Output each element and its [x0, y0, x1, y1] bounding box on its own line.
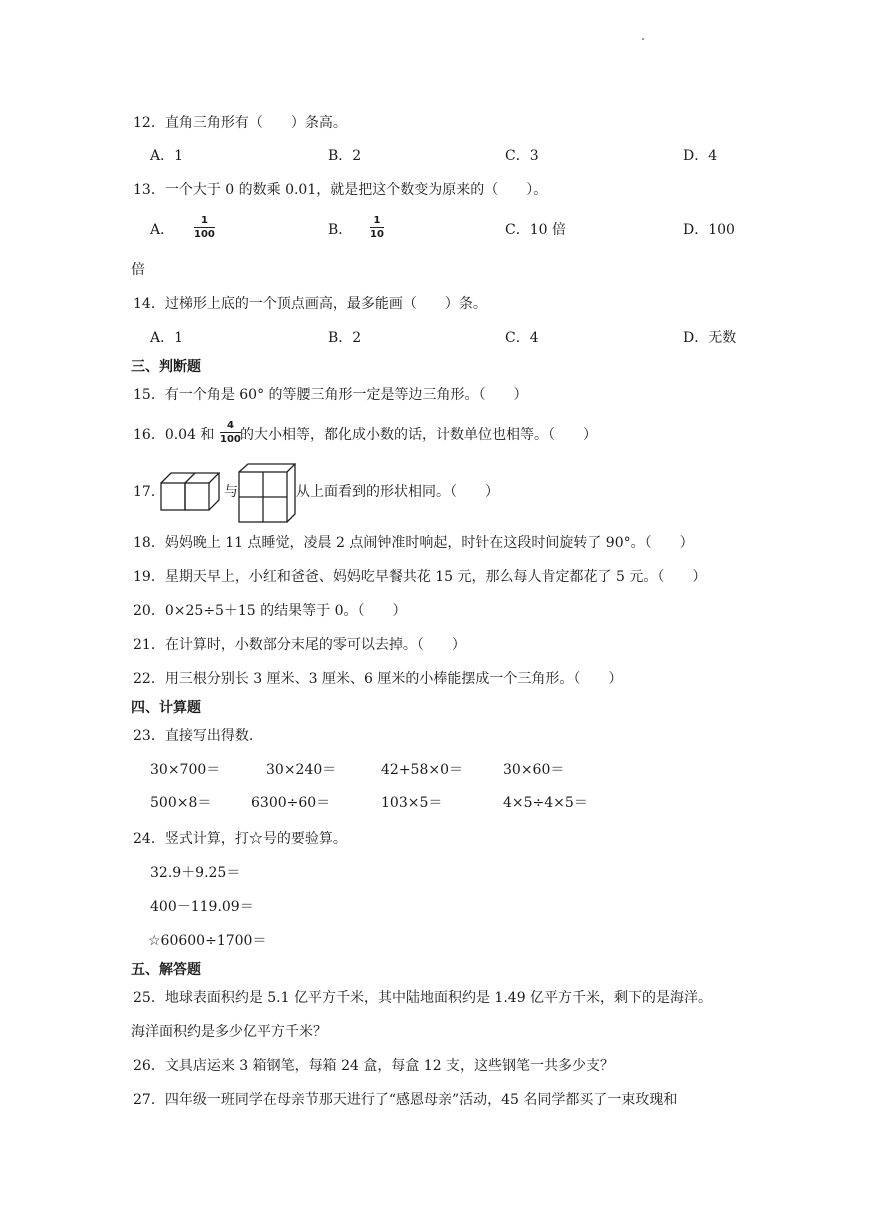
q27-text: 27．四年级一班同学在母亲节那天进行了“感恩母亲”活动，45 名同学都买了一束玫瑰和 [133, 1092, 678, 1108]
q23-item: 500×8＝ [150, 795, 212, 811]
q12-option-d: D．4 [683, 148, 718, 164]
q25-line2: 海洋面积约是多少亿平方千米？ [131, 1024, 327, 1040]
q19-text: 19．星期天早上，小红和爸爸、妈妈吃早餐共花 15 元，那么每人肯定都花了 5 元。（ ） [133, 569, 707, 585]
section-heading-3: 三、判断题 [131, 359, 201, 375]
q24-item: 400－119.09＝ [150, 899, 254, 915]
q14-stem: 14．过梯形上底的一个顶点画高，最多能画（ ）条。 [133, 296, 487, 312]
q13-option-d: D．100 [683, 222, 735, 238]
fraction-numerator: 1 [200, 215, 208, 226]
q22-text: 22．用三根分别长 3 厘米、3 厘米、6 厘米的小棒能摆成一个三角形。（ ） [133, 671, 623, 687]
q13-stem: 13．一个大于 0 的数乘 0.01，就是把这个数变为原来的（ ）。 [133, 182, 548, 198]
cube-figure-horizontal [160, 470, 220, 512]
q17-number: 17． [133, 484, 165, 500]
q24-stem: 24．竖式计算，打☆号的要验算。 [133, 831, 347, 847]
q23-stem: 23．直接写出得数. [133, 728, 254, 744]
q23-item: 30×240＝ [266, 762, 337, 778]
q16-fraction [220, 420, 241, 445]
q18-text: 18．妈妈晚上 11 点睡觉，凌晨 2 点闹钟准时响起，时针在这段时间旋转了 90°。（ ） [133, 535, 694, 551]
q14-option-b: B．2 [328, 330, 362, 346]
q13-option-b-label: B． [328, 222, 353, 238]
q12-option-a: A．1 [150, 148, 184, 164]
q12-option-c: C．3 [505, 148, 539, 164]
q23-item: 103×5＝ [381, 795, 443, 811]
q13-option-b-fraction [370, 215, 384, 240]
q16-prefix: 16．0.04 和 [133, 427, 215, 443]
q23-item: 30×60＝ [503, 762, 565, 778]
q21-text: 21．在计算时，小数部分末尾的零可以去掉。（ ） [133, 637, 466, 653]
fraction-numerator: 1 [373, 215, 381, 226]
q23-item: 6300÷60＝ [251, 795, 331, 811]
q26-text: 26．文具店运来 3 箱钢笔，每箱 24 盒，每盒 12 支，这些钢笔一共多少支？ [133, 1058, 615, 1074]
q14-option-a: A．1 [150, 330, 184, 346]
fraction-bar [194, 227, 215, 228]
fraction-bar [220, 432, 241, 433]
q12-stem: 12．直角三角形有（ ）条高。 [133, 115, 347, 131]
q14-option-d: D．无数 [683, 330, 737, 346]
q17-mid: 与 [224, 484, 238, 500]
fraction-denominator: 10 [370, 229, 384, 240]
q24-item: ☆60600÷1700＝ [148, 933, 267, 949]
fraction-denominator: 100 [194, 229, 215, 240]
q13-option-a-label: A． [150, 222, 175, 238]
q25-line1: 25．地球表面积约是 5.1 亿平方千米，其中陆地面积约是 1.49 亿平方千米，剩下的是海洋。 [133, 990, 713, 1006]
q13-option-c: C．10 倍 [505, 222, 566, 238]
q13-option-d-wrap: 倍 [131, 262, 145, 278]
q13-option-a-fraction [194, 215, 215, 240]
fraction-denominator: 100 [220, 434, 241, 445]
q20-text: 20．0×25÷5＋15 的结果等于 0。（ ） [133, 603, 407, 619]
section-heading-4: 四、计算题 [131, 700, 201, 716]
q16-suffix: 的大小相等，都化成小数的话，计数单位也相等。（ ） [240, 427, 597, 443]
fraction-numerator: 4 [226, 420, 234, 431]
q12-option-b: B．2 [328, 148, 362, 164]
page-mark [642, 38, 644, 40]
q23-item: 4×5÷4×5＝ [503, 795, 588, 811]
cube-figure-stack [238, 462, 296, 524]
section-heading-5: 五、解答题 [131, 962, 201, 978]
q23-item: 30×700＝ [150, 762, 221, 778]
q23-item: 42+58×0＝ [381, 762, 463, 778]
q24-item: 32.9＋9.25＝ [150, 865, 241, 881]
q15-text: 15．有一个角是 60° 的等腰三角形一定是等边三角形。（ ） [133, 387, 528, 403]
fraction-bar [370, 227, 384, 228]
q14-option-c: C．4 [505, 330, 539, 346]
q17-suffix: 从上面看到的形状相同。（ ） [296, 484, 499, 500]
